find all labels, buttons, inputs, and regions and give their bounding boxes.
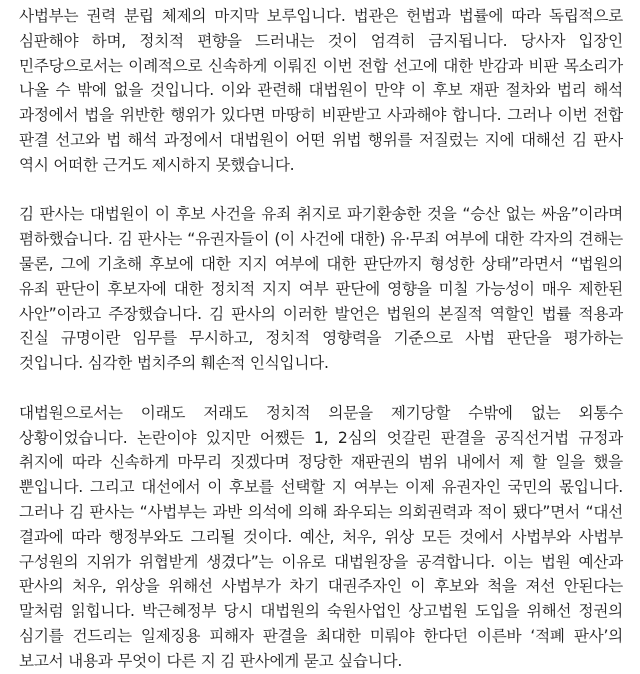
paragraph-2: 김 판사는 대법원이 이 후보 사건을 유죄 취지로 파기환송한 것을 “승산 없는 싸움”이라며 폄하했습니다. 김 판사는 “유권자들이 (이 사건에 대한) 유·무죄 여부에 대한 각자의 견해는 물론, 그에 기초해 후보에 대한 지지 여부에 대한 판단까지 형성한 상태”라면서 “법원의 유죄 판단이 후보자에 대한 정치적 지지 여부 판단에 영향을 미칠 가능성이 매우 제한된 사안”이라고 주장했습니다. 김 판사의 이러한 발언은 법원의 본질적 역할인 법률 적용과 진실 규명이란 임무를 무시하고, 정치적 영향력을 기준으로 사법 판단을 평가하는 것입니다. 심각한 법치주의 훼손적 인식입니다. <box>19 205 623 373</box>
paragraph-1: 사법부는 권력 분립 체제의 마지막 보루입니다. 법관은 헌법과 법률에 따라 독립적으로 심판해야 하며, 정치적 편향을 드러내는 것이 엄격히 금지됩니다. 당사자 입장인 민주당으로서는 이례적으로 신속하게 이뤄진 이번 전합 선고에 대한 반감과 비판 목소리가 나올 수 밖에 없을 것입니다. 이와 관련해 대법원이 만약 이 후보 재판 절차와 법리 해석 과정에서 법을 위반한 행위가 있다면 마땅히 비판받고 사과해야 합니다. 그러나 이번 전합 판결 선고와 법 해석 과정에서 대법원이 어떤 위법 행위를 저질렀는 지에 대해선 김 판사 역시 어떠한 근거도 제시하지 못했습니다. <box>19 7 623 174</box>
paragraph-3: 대법원으로서는 이래도 저래도 정치적 의문을 제기당할 수밖에 없는 외통수 상황이었습니다. 논란이야 있지만 어쨌든 1, 2심의 엇갈린 판결을 공직선거법 규정과 취지에 따라 신속하게 마무리 짓겠다며 정당한 재판권의 범위 내에서 제 할 일을 했을 뿐입니다. 그리고 대선에서 이 후보를 선택할 지 여부는 이제 유권자인 국민의 몫입니다. 그러나 김 판사는 “사법부는 과반 의석에 의해 좌우되는 의회권력과 적이 됐다”면서 “대선 결과에 따라 행정부와도 그리될 것이다. 예산, 처우, 위상 모든 것에서 사법부와 사법부 구성원의 지위가 위협받게 생겼다”는 이유로 대법원장을 공격합니다. 이는 법원 예산과 판사의 처우, 위상을 위해선 사법부가 차기 대권주자인 이 후보와 척을 져선 안된다는 말처럼 읽힙니다. 박근혜정부 당시 대법원의 숙원사업인 상고법원 도입을 위해선 정권의 심기를 건드리는 일제징용 피해자 판결을 최대한 미뤄야 한다던 이른바 ‘적폐 판사’의 보고서 내용과 무엇이 다른 지 김 판사에게 묻고 싶습니다. <box>19 403 623 670</box>
